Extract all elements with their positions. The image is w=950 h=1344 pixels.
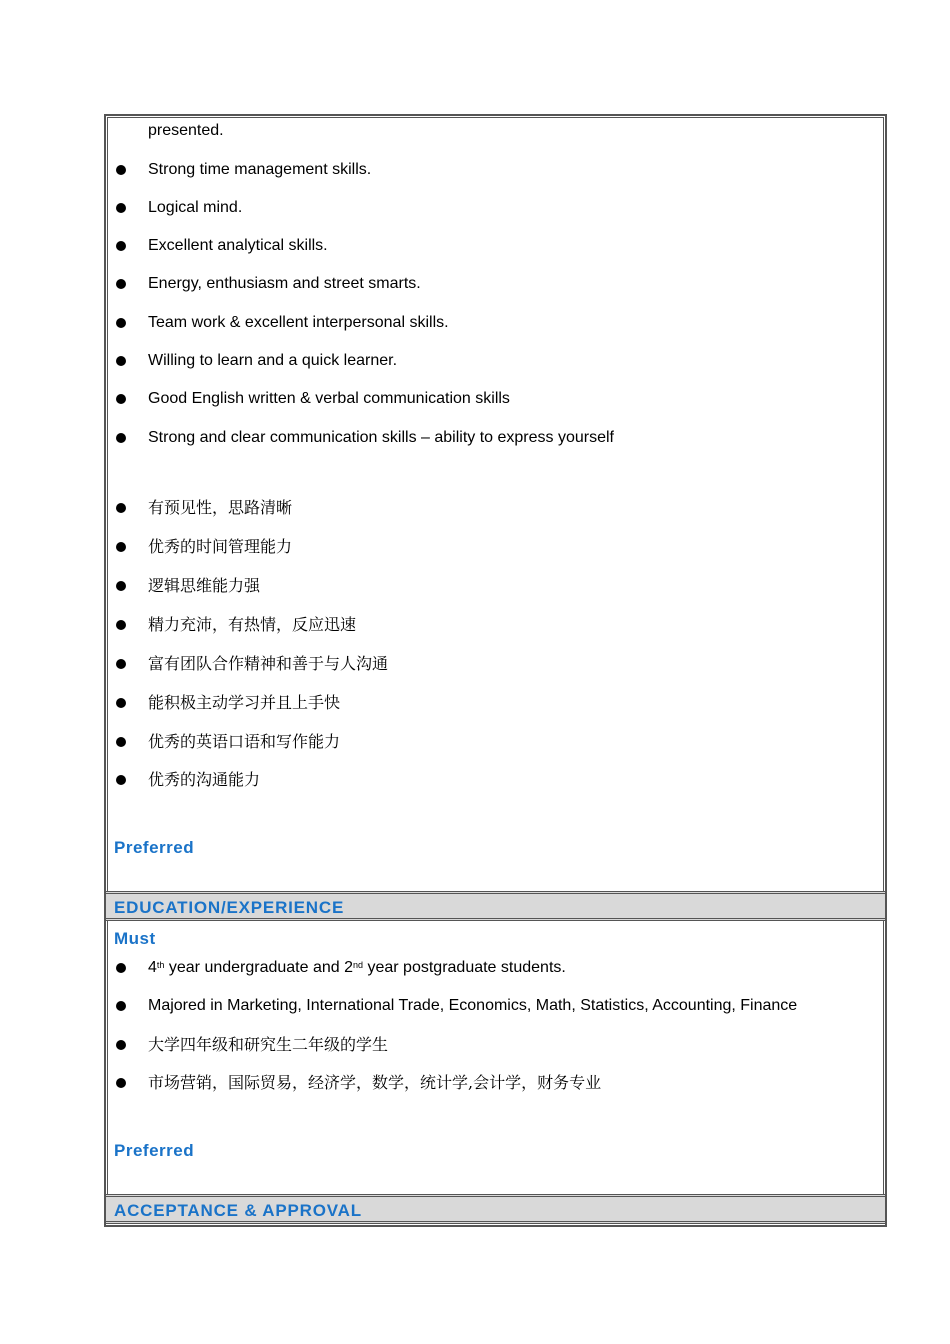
education-section-title: EDUCATION/EXPERIENCE [114,898,345,917]
acceptance-section-title: ACCEPTANCE & APPROVAL [114,1201,362,1220]
bullet-icon [116,1001,126,1011]
list-item-text: Strong and clear communication skills – ability to express yourself [148,429,614,446]
skills-preferred-label: Preferred [114,838,195,857]
list-item-text: 有预见性，思路清晰 [148,498,293,517]
bullet-icon [116,775,126,785]
bullet-icon [116,659,126,669]
ordinal-suffix: th [156,960,165,970]
bullet-icon [116,279,126,289]
list-item-text [148,958,566,978]
bullet-icon [116,620,126,630]
bullet-icon [116,203,126,213]
bullet-icon [116,542,126,552]
list-item-text: Team work & excellent interpersonal skills. [148,314,449,331]
bullet-icon [116,503,126,513]
ordinal-suffix: nd [353,960,364,970]
list-item-text: Energy, enthusiasm and street smarts. [148,275,421,292]
bullet-icon [116,241,126,251]
bullet-icon [116,737,126,747]
list-item-text: Good English written & verbal communication skills [148,390,510,407]
bullet-icon [116,1040,126,1050]
bullet-icon [116,318,126,328]
text-segment: year undergraduate and 2 [164,959,354,976]
list-item-text: 富有团队合作精神和善于与人沟通 [148,654,389,673]
list-item-text: 优秀的时间管理能力 [148,537,293,556]
bullet-icon [116,394,126,404]
list-item-text: 能积极主动学习并且上手快 [148,693,341,712]
acceptance-section-header [106,1194,885,1224]
list-item-text: 精力充沛，有热情，反应迅速 [148,615,357,634]
bullet-icon [116,1078,126,1088]
list-item-text: 逻辑思维能力强 [148,576,261,595]
bullet-icon [116,433,126,443]
list-item-text: Excellent analytical skills. [148,237,328,254]
list-item-text: 优秀的沟通能力 [148,770,261,789]
list-item-text: Strong time management skills. [148,161,372,178]
list-item-text: Willing to learn and a quick learner. [148,352,398,369]
bullet-icon [116,698,126,708]
education-must-label: Must [114,929,156,948]
list-item-text: 大学四年级和研究生二年级的学生 [148,1035,389,1054]
year-number: 4 [148,959,157,976]
education-preferred-label: Preferred [114,1141,195,1160]
list-item-text: 优秀的英语口语和写作能力 [148,732,341,751]
text-segment: year postgraduate students. [363,959,566,976]
bullet-icon [116,356,126,366]
list-item-text: 市场营销，国际贸易，经济学，数学，统计学,会计学，财务专业 [148,1073,602,1092]
bullet-icon [116,581,126,591]
list-item-text: Logical mind. [148,199,243,216]
bullet-icon [116,963,126,973]
list-item-text: Majored in Marketing, International Trade, Economics, Math, Statistics, Accounting, Finance [148,997,798,1014]
education-section-header [106,891,885,921]
bullet-icon [116,165,126,175]
skills-continuation-text: presented. [148,122,224,139]
